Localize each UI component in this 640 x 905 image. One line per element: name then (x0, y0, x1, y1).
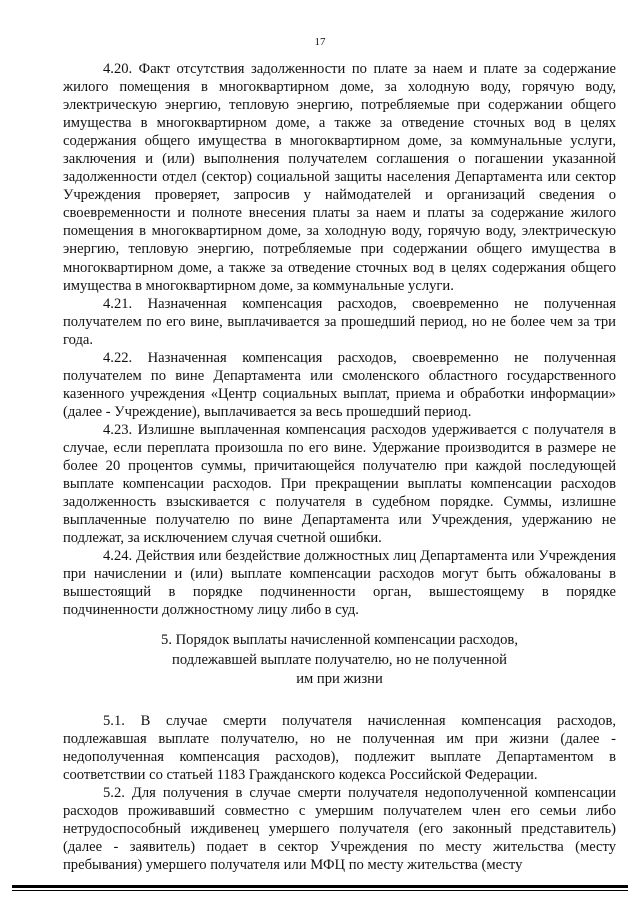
section-5-heading (63, 631, 616, 690)
section-5-heading-line-2: подлежавшей выплате получателю, но не полученной (172, 651, 507, 668)
document-body (63, 60, 616, 874)
paragraph-4-23: 4.23. Излишне выплаченная компенсация расходов удерживается с получателя в случае, если переплата произошла по его вине. Удержание производится в размере не более 20 процентов суммы, причитающейся получателю при каждой последующей выплате компенсации расходов. При прекращении выплаты компенсации расходов задолженность взыскивается с получателя в судебном порядке. Суммы, излишне выплаченные получателю по вине Департамента или Учреждения, удержанию не подлежат, за исключением случая счетной ошибки. (63, 421, 616, 547)
paragraph-5-1: 5.1. В случае смерти получателя начисленная компенсация расходов, подлежавшая выплате получателю, но не полученная им при жизни (далее - недополученная компенсация расходов), подлежит выплате Департаментом в соответствии со статьей 1183 Гражданского кодекса Российской Федерации. (63, 712, 616, 784)
paragraph-4-24: 4.24. Действия или бездействие должностных лиц Департамента или Учреждения при начислении и (или) выплате компенсации расходов могут быть обжалованы в вышестоящий в порядке подчиненности орган, вышестоящему в порядке подчиненности должностному лицу либо в суд. (63, 548, 616, 619)
section-5-heading-line-3: им при жизни (296, 671, 383, 688)
footer-rule-thin (12, 890, 628, 891)
paragraph-4-22: 4.22. Назначенная компенсация расходов, своевременно не полученная получателем по вине Департамента или смоленского областного государственного казенного учреждения «Центр социальных выплат, приема и обработки информации» (далее - Учреждение), выплачивается за весь прошедший период. (63, 349, 616, 420)
footer-rule-thick (12, 885, 628, 888)
paragraph-5-2: 5.2. Для получения в случае смерти получателя недополученной компенсации расходов проживавший совместно с умершим получателем член его семьи либо нетрудоспособный иждивенец умершего получателя (его законный представитель) (далее - заявитель) подает в сектор Учреждения по месту жительства (месту пребывания) умершего получателя или МФЦ по месту жительства (месту (63, 785, 616, 874)
page-number: 17 (314, 36, 326, 48)
paragraph-4-20: 4.20. Факт отсутствия задолженности по плате за наем и плате за содержание жилого помещения в многоквартирном доме, за холодную воду, горячую воду, электрическую энергию, тепловую энергию, потребляемые при содержании общего имущества в многоквартирном доме, а также за отведение сточных вод в целях содержания общего имущества в многоквартирном доме, за коммунальные услуги, заключения и (или) выполнения получателем соглашения о погашении указанной задолженности отдел (сектор) социальной защиты населения Департамента или сектор Учреждения проверяет, запросив у наймодателей и организаций сведения о своевременности и полноте внесения платы за наем и платы за содержание жилого помещения в многоквартирном доме, за холодную воду, горячую воду, электрическую энергию, тепловую энергию, потребляемые при содержании общего имущества в многоквартирном доме, а также за отведение сточных вод в целях содержания общего имущества в многоквартирном доме, за коммунальные услуги. (63, 61, 616, 294)
section-5-heading-line-1: 5. Порядок выплаты начисленной компенсации расходов, (161, 632, 518, 649)
paragraph-4-21: 4.21. Назначенная компенсация расходов, своевременно не полученная получателем по его вине, выплачивается за прошедший период, но не более чем за три года. (63, 295, 616, 348)
